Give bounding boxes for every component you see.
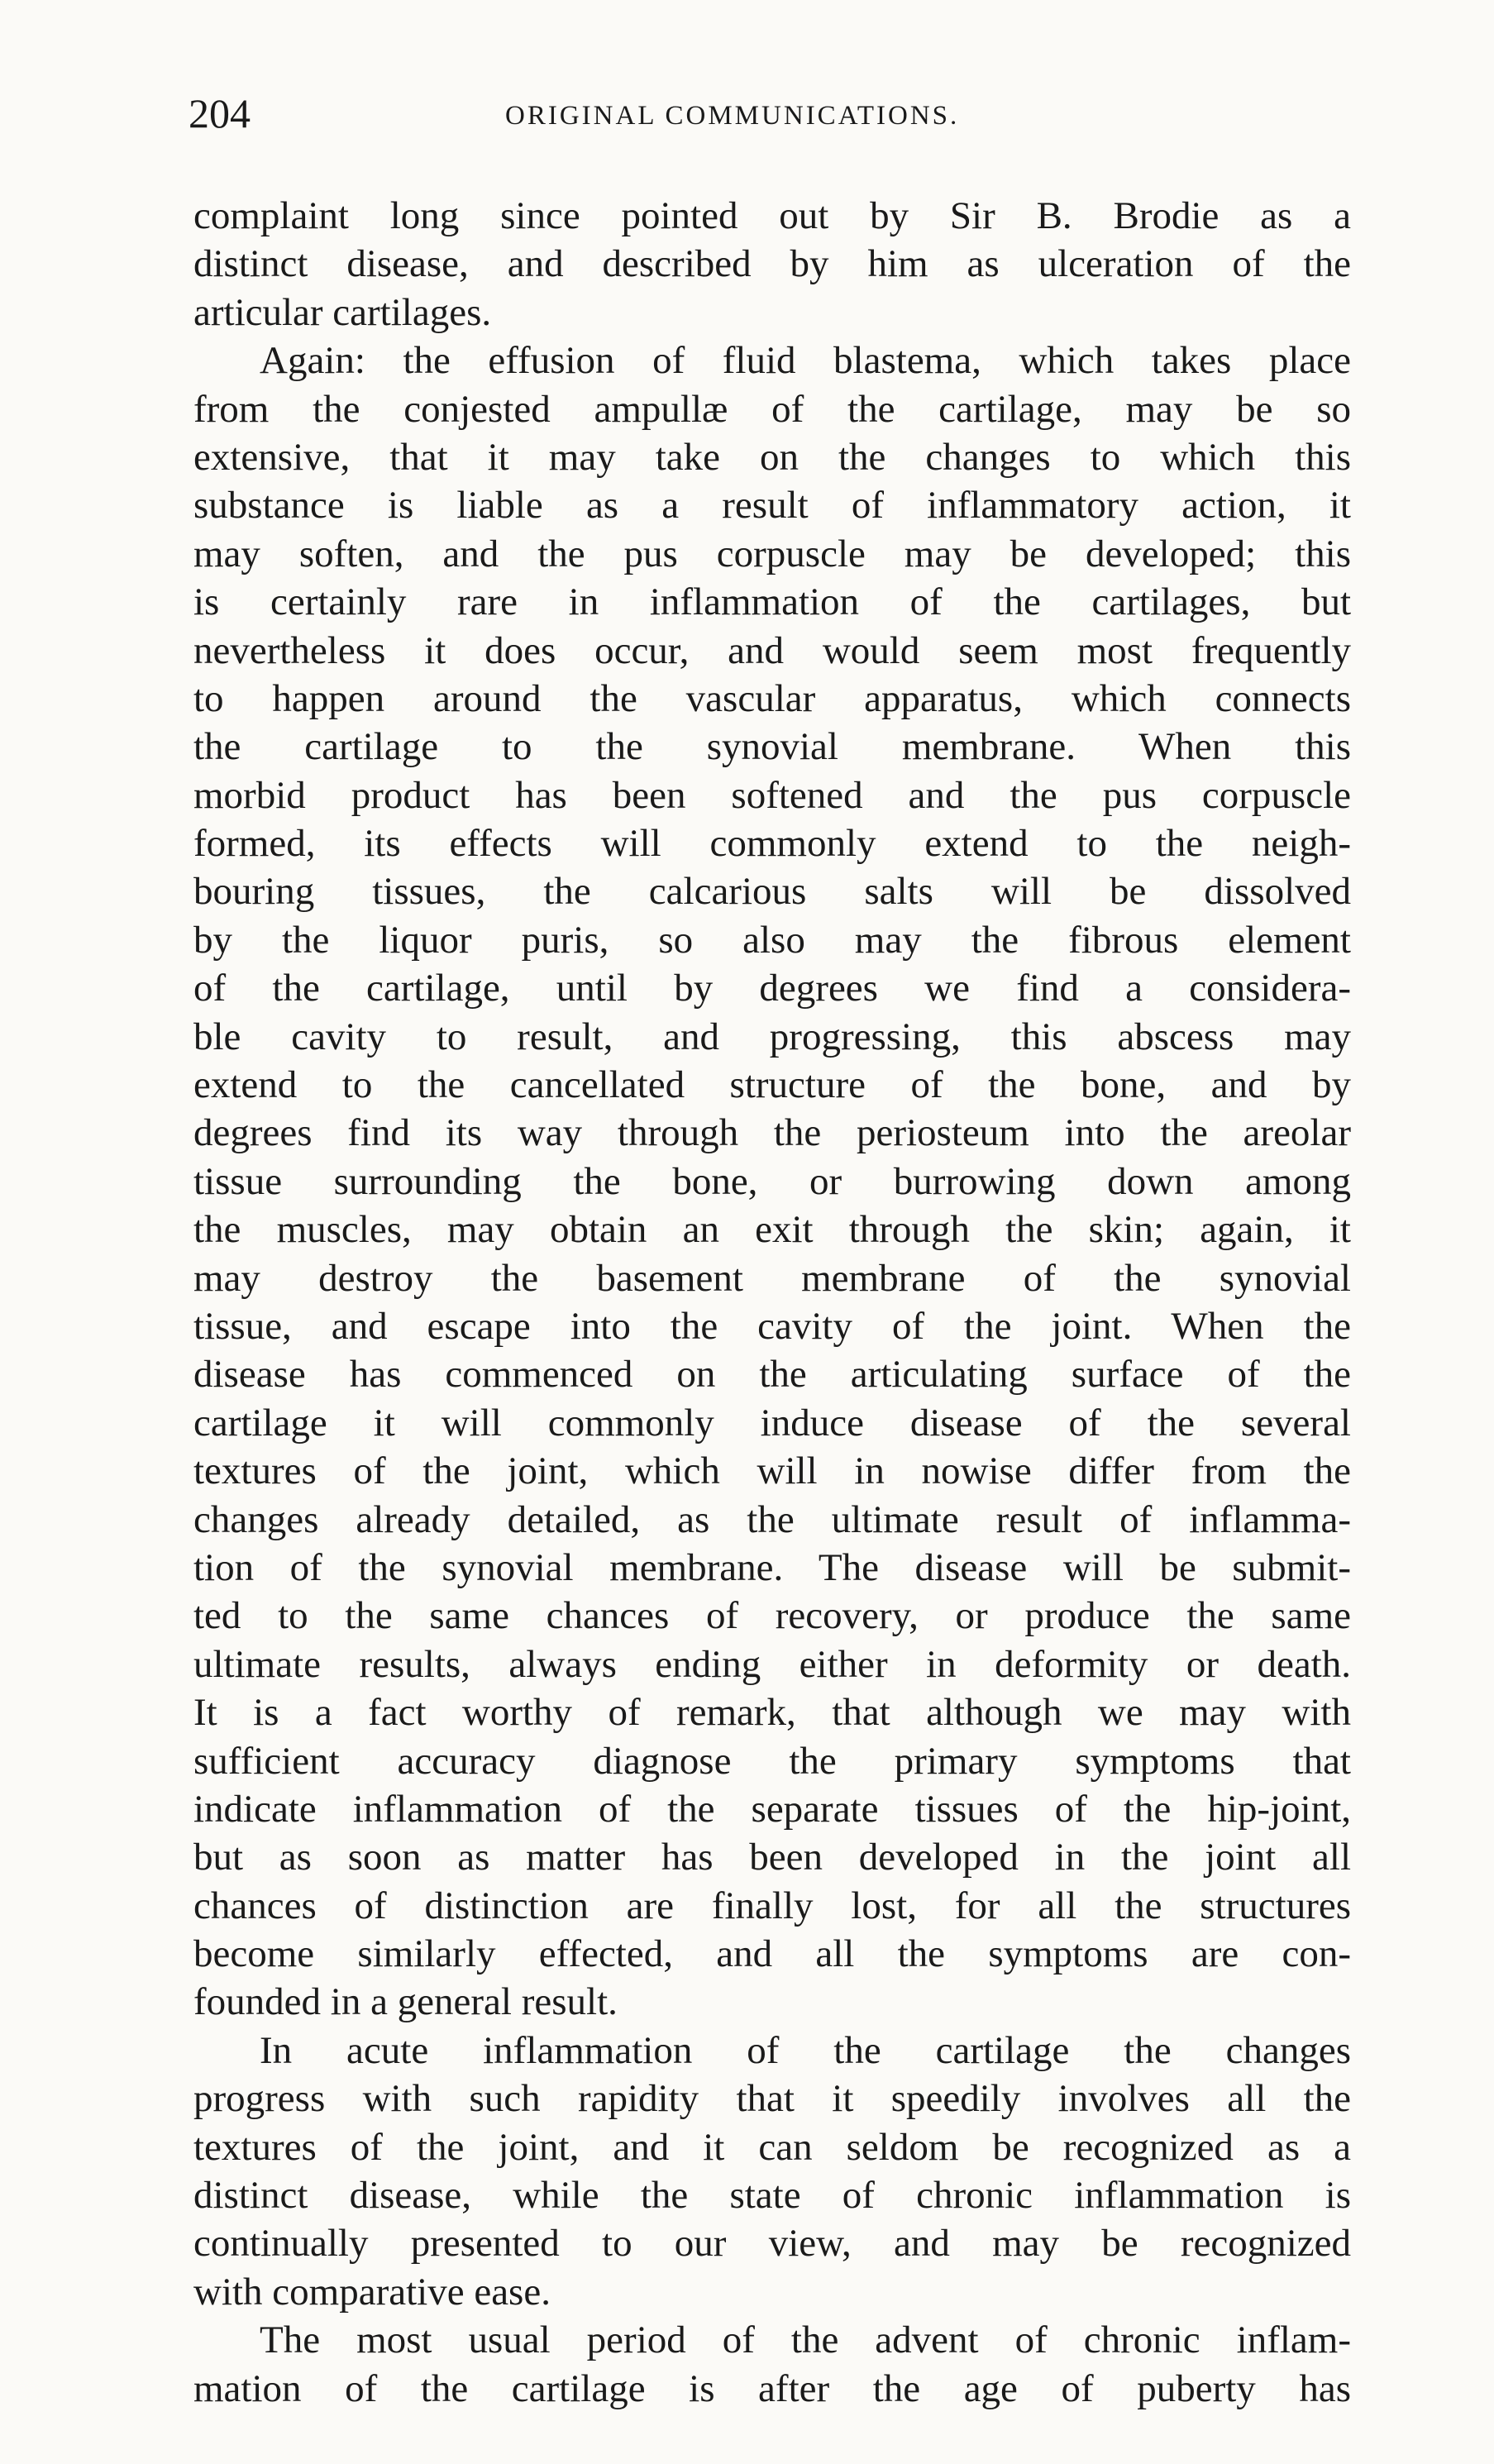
text-line: ble cavity to result, and progressing, this abscess may (193, 1015, 1351, 1058)
text-line: distinct disease, while the state of chronic inflammation is (193, 2174, 1351, 2218)
text-line: morbid product has been softened and the pus corpuscle (193, 773, 1351, 817)
text-line: articular cartilages. (193, 290, 492, 334)
text-line: indicate inflammation of the separate tissues of the hip-joint, (193, 1787, 1351, 1831)
running-head: ORIGINAL COMMUNICATIONS. (505, 101, 960, 131)
text-line: extensive, that it may take on the changes to which this (193, 435, 1351, 479)
text-line: tissue surrounding the bone, or burrowing down among (193, 1159, 1351, 1203)
text-line: nevertheless it does occur, and would seem most frequently (193, 628, 1351, 672)
text-line: textures of the joint, and it can seldom be recognized as a (193, 2125, 1351, 2169)
text-line: formed, its effects will commonly extend to the neigh- (193, 822, 1351, 866)
text-line: extend to the cancellated structure of the bone, and by (193, 1063, 1351, 1107)
text-line: substance is liable as a result of inflammatory action, it (193, 484, 1351, 528)
text-line: become similarly effected, and all the symptoms are con- (193, 1932, 1351, 1976)
text-line: cartilage it will commonly induce disease of the several (193, 1401, 1351, 1444)
text-line: progress with such rapidity that it speedily involves all the (193, 2077, 1351, 2121)
text-line: chances of distinction are finally lost, for all the structures (193, 1884, 1351, 1927)
text-line: In acute inflammation of the cartilage the changes (260, 2028, 1351, 2072)
text-line: may soften, and the pus corpuscle may be developed; this (193, 532, 1351, 575)
text-line: Again: the effusion of fluid blastema, which takes place (260, 339, 1351, 383)
text-line: with comparative ease. (193, 2270, 551, 2314)
text-line: is certainly rare in inflammation of the cartilages, but (193, 580, 1351, 624)
text-line: tissue, and escape into the cavity of the joint. When the (193, 1304, 1351, 1348)
text-line: the muscles, may obtain an exit through the skin; again, it (193, 1208, 1351, 1252)
text-line: ultimate results, always ending either in deformity or death. (193, 1642, 1351, 1686)
text-line: founded in a general result. (193, 1980, 618, 2024)
text-line: continually presented to our view, and may be recognized (193, 2222, 1351, 2266)
text-line: but as soon as matter has been developed in the joint all (193, 1836, 1351, 1879)
text-line: disease has commenced on the articulating surface of the (193, 1353, 1351, 1397)
text-line: ted to the same chances of recovery, or produce the same (193, 1594, 1351, 1638)
text-line: to happen around the vascular apparatus, which connects (193, 676, 1351, 720)
text-line: changes already detailed, as the ultimate result of inflamma- (193, 1497, 1351, 1541)
text-line: of the cartilage, until by degrees we find a considera- (193, 967, 1351, 1010)
text-line: from the conjested ampullæ of the cartilage, may be so (193, 387, 1351, 431)
text-line: may destroy the basement membrane of the synovial (193, 1256, 1351, 1300)
text-line: sufficient accuracy diagnose the primary symptoms that (193, 1739, 1351, 1783)
text-line: the cartilage to the synovial membrane. When this (193, 725, 1351, 769)
text-line: complaint long since pointed out by Sir B. Brodie as a (193, 194, 1351, 237)
page-header (189, 89, 1346, 147)
text-line: degrees find its way through the periosteum into the areolar (193, 1111, 1351, 1155)
text-line: tion of the synovial membrane. The disease will be submit- (193, 1545, 1351, 1589)
body-text (193, 192, 1351, 2413)
text-line: bouring tissues, the calcarious salts will be dissolved (193, 870, 1351, 914)
text-line: mation of the cartilage is after the age of puberty has (193, 2366, 1351, 2410)
text-line: textures of the joint, which will in nowise differ from the (193, 1449, 1351, 1493)
page-number: 204 (189, 90, 251, 136)
text-line: It is a fact worthy of remark, that although we may with (193, 1691, 1351, 1735)
text-line: by the liquor puris, so also may the fibrous element (193, 918, 1351, 962)
text-line: The most usual period of the advent of chronic inflam- (260, 2318, 1351, 2362)
text-line: distinct disease, and described by him as ulceration of the (193, 242, 1351, 286)
